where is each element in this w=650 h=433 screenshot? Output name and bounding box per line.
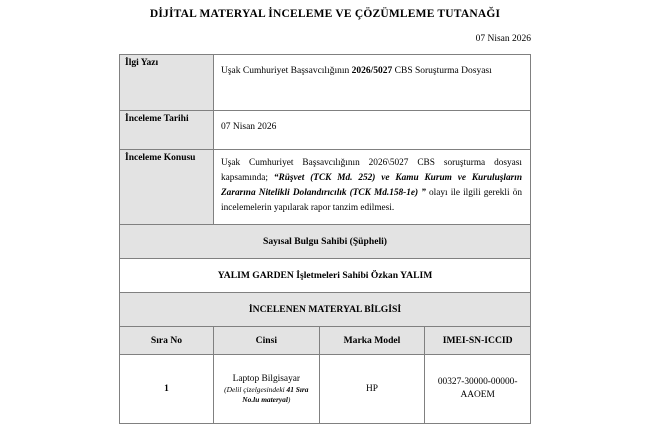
cell-sira-no: 1 xyxy=(120,355,214,424)
table-row-inceleme-tarihi xyxy=(120,111,531,150)
ilgi-text-pre: Uşak Cumhuriyet Başsavcılığının xyxy=(221,66,352,76)
report-table xyxy=(119,54,531,424)
owner-heading: Sayısal Bulgu Sahibi (Şüpheli) xyxy=(120,225,531,259)
document-date: 07 Nisan 2026 xyxy=(475,34,531,44)
value-inceleme-tarihi: 07 Nisan 2026 xyxy=(214,111,531,150)
material-heading: İNCELENEN MATERYAL BİLGİSİ xyxy=(120,293,531,327)
note-pre: (Delil çizelgesindeki xyxy=(224,385,287,395)
note-evidence-number: 41 Sıra No.lu materyal xyxy=(242,385,309,404)
ilgi-file-number: 2026/5027 xyxy=(351,66,393,76)
konu-text-part2: olayı ile ilgili gerekli ön incelemelerin yapılarak rapor tanzim edilmesi. xyxy=(221,188,522,214)
cell-cinsi xyxy=(214,355,320,424)
ilgi-text-post: CBS Soruşturma Dosyası xyxy=(392,66,492,76)
table-row-ilgi-yazi xyxy=(120,55,531,111)
value-inceleme-konusu xyxy=(214,150,531,225)
column-header-cinsi: Cinsi xyxy=(214,327,320,355)
label-inceleme-konusu: İnceleme Konusu xyxy=(120,150,214,225)
column-header-marka-model: Marka Model xyxy=(319,327,425,355)
note-post: ) xyxy=(287,394,291,404)
table-row-material-heading xyxy=(120,293,531,327)
report-table-container xyxy=(0,44,650,424)
column-header-imei: IMEI-SN-ICCID xyxy=(425,327,531,355)
table-header-row xyxy=(120,327,531,355)
cinsi-value: Laptop Bilgisayar xyxy=(232,374,301,385)
table-row-owner-heading xyxy=(120,225,531,259)
konu-text-part1: Uşak Cumhuriyet Başsavcılığının 2026\5027 CBS soruşturma dosyası kapsamında; xyxy=(221,158,522,184)
label-ilgi-yazi: İlgi Yazı xyxy=(120,55,214,111)
cell-marka-model: HP xyxy=(319,355,425,424)
cell-imei: 00327-30000-00000-AAOEM xyxy=(425,355,531,424)
cinsi-evidence-note xyxy=(217,385,316,404)
table-row-owner-name xyxy=(120,259,531,293)
table-row-inceleme-konusu xyxy=(120,150,531,225)
value-ilgi-yazi xyxy=(214,55,531,111)
table-row xyxy=(120,355,531,424)
label-inceleme-tarihi: İnceleme Tarihi xyxy=(120,111,214,150)
column-header-sira-no: Sıra No xyxy=(120,327,214,355)
owner-name: YALIM GARDEN İşletmeleri Sahibi Özkan YALIM xyxy=(120,259,531,293)
konu-law-citation: “Rüşvet (TCK Md. 252) ve Kamu Kurum ve Kuruluşların Zararına Nitelikli Dolandırıcılık (TCK Md.158-1e) ” xyxy=(221,173,522,199)
page-title: DİJİTAL MATERYAL İNCELEME VE ÇÖZÜMLEME TUTANAĞI xyxy=(149,8,501,20)
